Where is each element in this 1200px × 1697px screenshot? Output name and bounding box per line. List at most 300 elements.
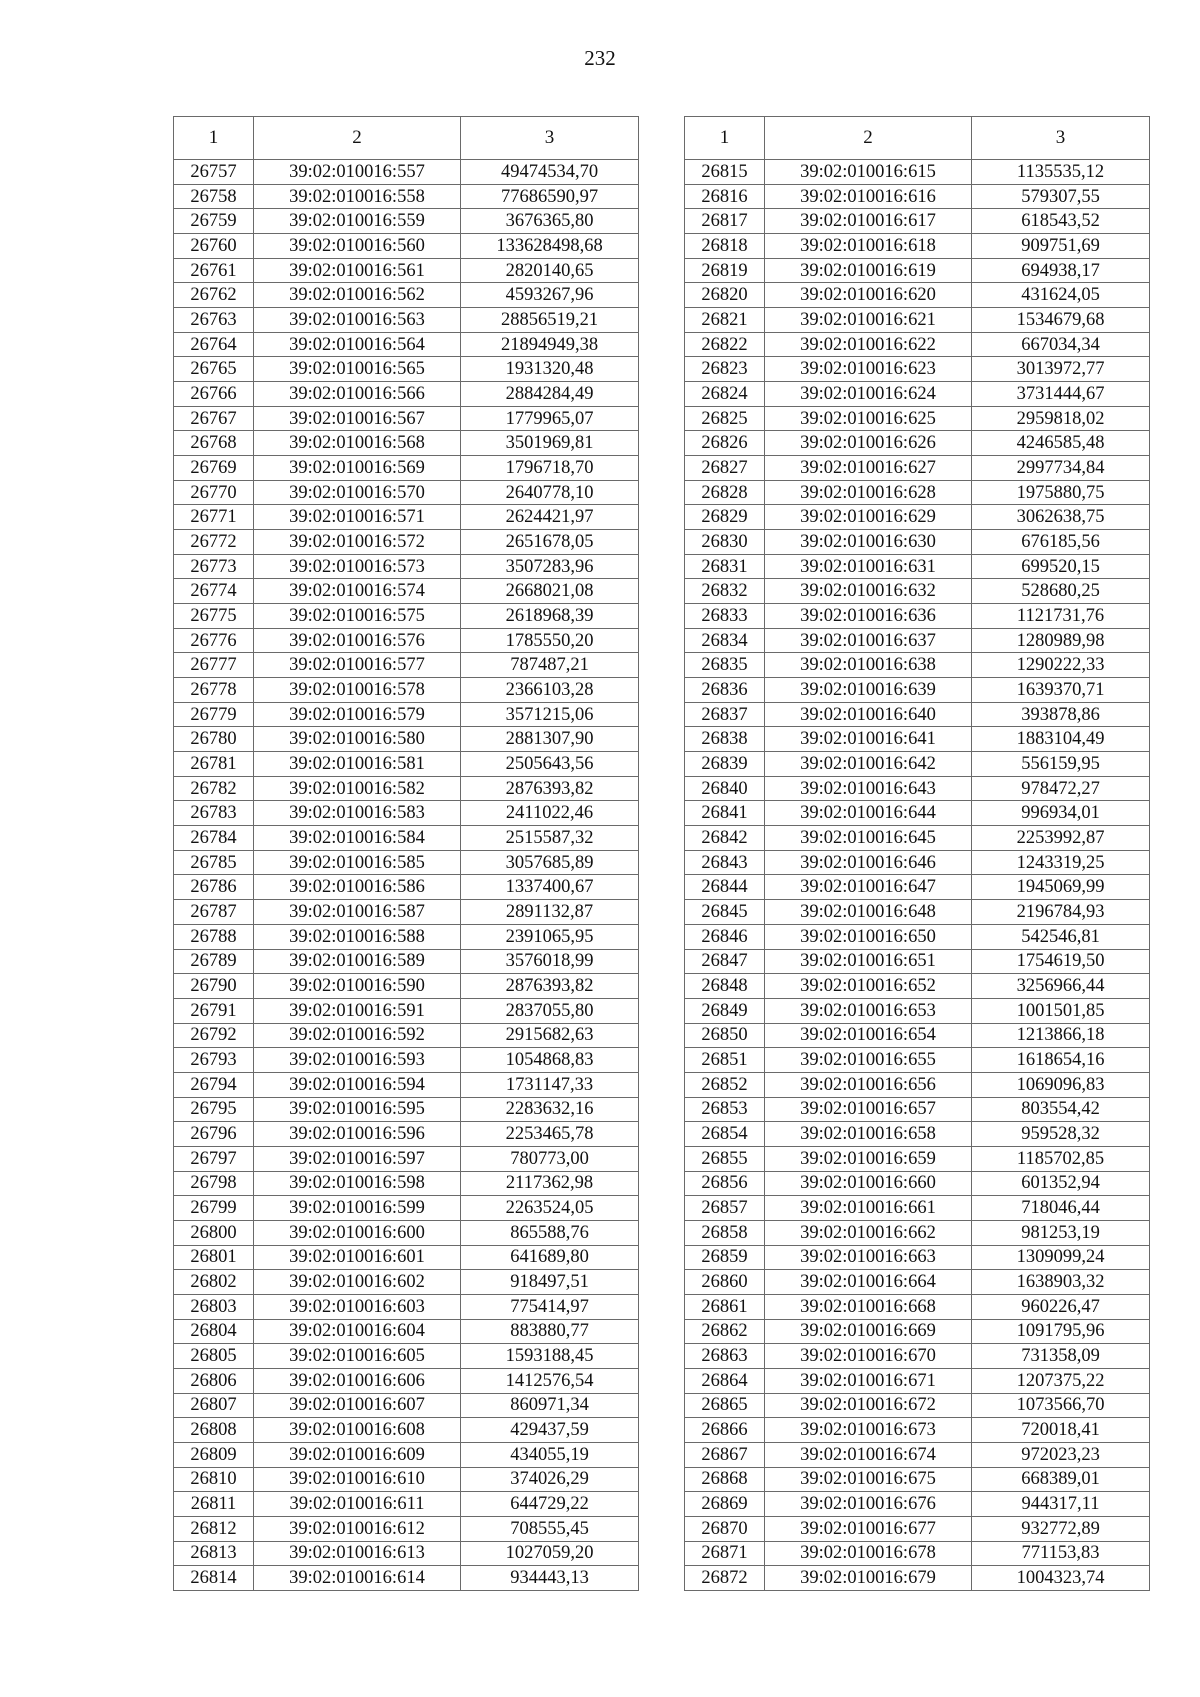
- value-cell: 1290222,33: [972, 653, 1150, 678]
- value-cell: 718046,44: [972, 1196, 1150, 1221]
- cadastral-number-cell: 39:02:010016:571: [254, 505, 461, 530]
- value-cell: 1593188,45: [461, 1344, 639, 1369]
- row-number-cell: 26804: [174, 1319, 254, 1344]
- value-cell: 1534679,68: [972, 308, 1150, 333]
- cadastral-number-cell: 39:02:010016:581: [254, 752, 461, 777]
- value-cell: 2618968,39: [461, 604, 639, 629]
- cadastral-number-cell: 39:02:010016:646: [765, 850, 972, 875]
- table-row: [685, 1467, 1150, 1492]
- table-row: [174, 604, 639, 629]
- value-cell: 2876393,82: [461, 974, 639, 999]
- table-row: [685, 1541, 1150, 1566]
- table-row: [685, 1393, 1150, 1418]
- cadastral-number-cell: 39:02:010016:671: [765, 1368, 972, 1393]
- cadastral-number-cell: 39:02:010016:659: [765, 1146, 972, 1171]
- table-row: [685, 850, 1150, 875]
- cadastral-number-cell: 39:02:010016:606: [254, 1368, 461, 1393]
- value-cell: 3256966,44: [972, 974, 1150, 999]
- row-number-cell: 26818: [685, 234, 765, 259]
- cadastral-number-cell: 39:02:010016:577: [254, 653, 461, 678]
- value-cell: 3571215,06: [461, 702, 639, 727]
- row-number-cell: 26757: [174, 160, 254, 185]
- table-row: [174, 1344, 639, 1369]
- table-header-row: [174, 117, 639, 160]
- table-row: [174, 924, 639, 949]
- cadastral-number-cell: 39:02:010016:579: [254, 702, 461, 727]
- row-number-cell: 26793: [174, 1048, 254, 1073]
- cadastral-number-cell: 39:02:010016:596: [254, 1122, 461, 1147]
- data-table-right: [684, 116, 1150, 1591]
- table-row: [685, 1048, 1150, 1073]
- value-cell: 2959818,02: [972, 406, 1150, 431]
- cadastral-number-cell: 39:02:010016:576: [254, 628, 461, 653]
- cadastral-number-cell: 39:02:010016:636: [765, 604, 972, 629]
- cadastral-number-cell: 39:02:010016:597: [254, 1146, 461, 1171]
- row-number-cell: 26795: [174, 1097, 254, 1122]
- cadastral-number-cell: 39:02:010016:619: [765, 258, 972, 283]
- value-cell: 1638903,32: [972, 1270, 1150, 1295]
- cadastral-number-cell: 39:02:010016:592: [254, 1023, 461, 1048]
- cadastral-number-cell: 39:02:010016:624: [765, 382, 972, 407]
- table-row: [685, 480, 1150, 505]
- value-cell: 1931320,48: [461, 357, 639, 382]
- cadastral-number-cell: 39:02:010016:625: [765, 406, 972, 431]
- cadastral-number-cell: 39:02:010016:627: [765, 456, 972, 481]
- table-row: [685, 1294, 1150, 1319]
- value-cell: 2253992,87: [972, 826, 1150, 851]
- table-row: [174, 826, 639, 851]
- row-number-cell: 26768: [174, 431, 254, 456]
- row-number-cell: 26865: [685, 1393, 765, 1418]
- row-number-cell: 26762: [174, 283, 254, 308]
- cadastral-number-cell: 39:02:010016:653: [765, 998, 972, 1023]
- row-number-cell: 26767: [174, 406, 254, 431]
- table-row: [174, 850, 639, 875]
- value-cell: 918497,51: [461, 1270, 639, 1295]
- cadastral-number-cell: 39:02:010016:672: [765, 1393, 972, 1418]
- value-cell: 1185702,85: [972, 1146, 1150, 1171]
- value-cell: 1883104,49: [972, 727, 1150, 752]
- value-cell: 708555,45: [461, 1516, 639, 1541]
- value-cell: 28856519,21: [461, 308, 639, 333]
- value-cell: 996934,01: [972, 801, 1150, 826]
- table-row: [685, 1196, 1150, 1221]
- cadastral-number-cell: 39:02:010016:604: [254, 1319, 461, 1344]
- cadastral-number-cell: 39:02:010016:641: [765, 727, 972, 752]
- value-cell: 3057685,89: [461, 850, 639, 875]
- cadastral-number-cell: 39:02:010016:622: [765, 332, 972, 357]
- row-number-cell: 26832: [685, 579, 765, 604]
- table-row: [685, 431, 1150, 456]
- row-number-cell: 26867: [685, 1442, 765, 1467]
- value-cell: 2876393,82: [461, 776, 639, 801]
- column-header-2: 2: [765, 117, 972, 160]
- row-number-cell: 26844: [685, 875, 765, 900]
- row-number-cell: 26863: [685, 1344, 765, 1369]
- value-cell: 1027059,20: [461, 1541, 639, 1566]
- row-number-cell: 26834: [685, 628, 765, 653]
- table-row: [685, 776, 1150, 801]
- cadastral-number-cell: 39:02:010016:608: [254, 1418, 461, 1443]
- cadastral-number-cell: 39:02:010016:561: [254, 258, 461, 283]
- cadastral-number-cell: 39:02:010016:642: [765, 752, 972, 777]
- row-number-cell: 26826: [685, 431, 765, 456]
- row-number-cell: 26784: [174, 826, 254, 851]
- row-number-cell: 26769: [174, 456, 254, 481]
- value-cell: 909751,69: [972, 234, 1150, 259]
- value-cell: 860971,34: [461, 1393, 639, 1418]
- row-number-cell: 26817: [685, 209, 765, 234]
- table-row: [685, 579, 1150, 604]
- table-row: [685, 801, 1150, 826]
- table-row: [174, 160, 639, 185]
- table-row: [685, 1319, 1150, 1344]
- row-number-cell: 26790: [174, 974, 254, 999]
- value-cell: 1135535,12: [972, 160, 1150, 185]
- table-row: [174, 357, 639, 382]
- value-cell: 556159,95: [972, 752, 1150, 777]
- table-row: [174, 1220, 639, 1245]
- cadastral-number-cell: 39:02:010016:588: [254, 924, 461, 949]
- table-row: [685, 1171, 1150, 1196]
- row-number-cell: 26779: [174, 702, 254, 727]
- row-number-cell: 26866: [685, 1418, 765, 1443]
- table-row: [174, 900, 639, 925]
- row-number-cell: 26765: [174, 357, 254, 382]
- row-number-cell: 26854: [685, 1122, 765, 1147]
- value-cell: 1731147,33: [461, 1072, 639, 1097]
- row-number-cell: 26851: [685, 1048, 765, 1073]
- table-row: [174, 1146, 639, 1171]
- cadastral-number-cell: 39:02:010016:664: [765, 1270, 972, 1295]
- value-cell: 771153,83: [972, 1541, 1150, 1566]
- cadastral-number-cell: 39:02:010016:656: [765, 1072, 972, 1097]
- value-cell: 1213866,18: [972, 1023, 1150, 1048]
- row-number-cell: 26803: [174, 1294, 254, 1319]
- table-row: [174, 283, 639, 308]
- row-number-cell: 26783: [174, 801, 254, 826]
- table-row: [174, 678, 639, 703]
- value-cell: 978472,27: [972, 776, 1150, 801]
- page-number: 232: [584, 46, 616, 70]
- cadastral-number-cell: 39:02:010016:607: [254, 1393, 461, 1418]
- row-number-cell: 26852: [685, 1072, 765, 1097]
- row-number-cell: 26805: [174, 1344, 254, 1369]
- table-row: [685, 456, 1150, 481]
- table-row: [685, 702, 1150, 727]
- table-row: [174, 1245, 639, 1270]
- row-number-cell: 26824: [685, 382, 765, 407]
- table-row: [685, 1418, 1150, 1443]
- cadastral-number-cell: 39:02:010016:652: [765, 974, 972, 999]
- row-number-cell: 26799: [174, 1196, 254, 1221]
- table-row: [174, 974, 639, 999]
- cadastral-number-cell: 39:02:010016:569: [254, 456, 461, 481]
- row-number-cell: 26819: [685, 258, 765, 283]
- table-row: [685, 234, 1150, 259]
- row-number-cell: 26782: [174, 776, 254, 801]
- cadastral-number-cell: 39:02:010016:572: [254, 530, 461, 555]
- table-row: [174, 579, 639, 604]
- table-row: [685, 505, 1150, 530]
- cadastral-number-cell: 39:02:010016:578: [254, 678, 461, 703]
- table-row: [174, 1442, 639, 1467]
- value-cell: 2411022,46: [461, 801, 639, 826]
- row-number-cell: 26763: [174, 308, 254, 333]
- table-row: [685, 554, 1150, 579]
- table-row: [685, 1516, 1150, 1541]
- row-number-cell: 26771: [174, 505, 254, 530]
- table-row: [174, 1393, 639, 1418]
- row-number-cell: 26788: [174, 924, 254, 949]
- table-row: [685, 727, 1150, 752]
- value-cell: 133628498,68: [461, 234, 639, 259]
- table-row: [685, 628, 1150, 653]
- value-cell: 1069096,83: [972, 1072, 1150, 1097]
- row-number-cell: 26861: [685, 1294, 765, 1319]
- cadastral-number-cell: 39:02:010016:557: [254, 160, 461, 185]
- value-cell: 959528,32: [972, 1122, 1150, 1147]
- row-number-cell: 26845: [685, 900, 765, 925]
- value-cell: 2837055,80: [461, 998, 639, 1023]
- cadastral-number-cell: 39:02:010016:564: [254, 332, 461, 357]
- row-number-cell: 26856: [685, 1171, 765, 1196]
- table-row: [685, 1146, 1150, 1171]
- row-number-cell: 26810: [174, 1467, 254, 1492]
- value-cell: 1337400,67: [461, 875, 639, 900]
- row-number-cell: 26815: [685, 160, 765, 185]
- cadastral-number-cell: 39:02:010016:658: [765, 1122, 972, 1147]
- table-row: [685, 332, 1150, 357]
- row-number-cell: 26773: [174, 554, 254, 579]
- table-row: [685, 1566, 1150, 1591]
- table-row: [174, 1171, 639, 1196]
- cadastral-number-cell: 39:02:010016:598: [254, 1171, 461, 1196]
- table-row: [685, 974, 1150, 999]
- cadastral-number-cell: 39:02:010016:566: [254, 382, 461, 407]
- value-cell: 21894949,38: [461, 332, 639, 357]
- table-row: [174, 1023, 639, 1048]
- table-row: [174, 752, 639, 777]
- cadastral-number-cell: 39:02:010016:568: [254, 431, 461, 456]
- table-row: [174, 209, 639, 234]
- row-number-cell: 26759: [174, 209, 254, 234]
- table-row: [685, 653, 1150, 678]
- table-row: [685, 184, 1150, 209]
- row-number-cell: 26836: [685, 678, 765, 703]
- cadastral-number-cell: 39:02:010016:565: [254, 357, 461, 382]
- column-header-2: 2: [254, 117, 461, 160]
- value-cell: 3013972,77: [972, 357, 1150, 382]
- table-row: [174, 1319, 639, 1344]
- row-number-cell: 26789: [174, 949, 254, 974]
- table-row: [174, 505, 639, 530]
- table-row: [174, 1467, 639, 1492]
- table-row: [174, 382, 639, 407]
- cadastral-number-cell: 39:02:010016:675: [765, 1467, 972, 1492]
- cadastral-number-cell: 39:02:010016:639: [765, 678, 972, 703]
- cadastral-number-cell: 39:02:010016:660: [765, 1171, 972, 1196]
- value-cell: 618543,52: [972, 209, 1150, 234]
- table-row: [174, 653, 639, 678]
- cadastral-number-cell: 39:02:010016:647: [765, 875, 972, 900]
- table-row: [685, 530, 1150, 555]
- value-cell: 579307,55: [972, 184, 1150, 209]
- cadastral-number-cell: 39:02:010016:628: [765, 480, 972, 505]
- cadastral-number-cell: 39:02:010016:614: [254, 1566, 461, 1591]
- value-cell: 676185,56: [972, 530, 1150, 555]
- cadastral-number-cell: 39:02:010016:567: [254, 406, 461, 431]
- cadastral-number-cell: 39:02:010016:632: [765, 579, 972, 604]
- table-row: [685, 604, 1150, 629]
- table-row: [174, 1072, 639, 1097]
- row-number-cell: 26837: [685, 702, 765, 727]
- table-row: [174, 875, 639, 900]
- cadastral-number-cell: 39:02:010016:637: [765, 628, 972, 653]
- row-number-cell: 26814: [174, 1566, 254, 1591]
- row-number-cell: 26833: [685, 604, 765, 629]
- table-row: [685, 826, 1150, 851]
- cadastral-number-cell: 39:02:010016:638: [765, 653, 972, 678]
- value-cell: 1121731,76: [972, 604, 1150, 629]
- row-number-cell: 26847: [685, 949, 765, 974]
- value-cell: 1779965,07: [461, 406, 639, 431]
- value-cell: 720018,41: [972, 1418, 1150, 1443]
- table-row: [174, 628, 639, 653]
- value-cell: 1618654,16: [972, 1048, 1150, 1073]
- value-cell: 2881307,90: [461, 727, 639, 752]
- row-number-cell: 26820: [685, 283, 765, 308]
- table-row: [685, 357, 1150, 382]
- value-cell: 803554,42: [972, 1097, 1150, 1122]
- value-cell: 1004323,74: [972, 1566, 1150, 1591]
- cadastral-number-cell: 39:02:010016:679: [765, 1566, 972, 1591]
- row-number-cell: 26791: [174, 998, 254, 1023]
- row-number-cell: 26821: [685, 308, 765, 333]
- row-number-cell: 26829: [685, 505, 765, 530]
- cadastral-number-cell: 39:02:010016:663: [765, 1245, 972, 1270]
- value-cell: 2117362,98: [461, 1171, 639, 1196]
- row-number-cell: 26778: [174, 678, 254, 703]
- value-cell: 1754619,50: [972, 949, 1150, 974]
- table-row: [174, 554, 639, 579]
- table-row: [174, 1492, 639, 1517]
- value-cell: 1309099,24: [972, 1245, 1150, 1270]
- cadastral-number-cell: 39:02:010016:603: [254, 1294, 461, 1319]
- row-number-cell: 26809: [174, 1442, 254, 1467]
- value-cell: 49474534,70: [461, 160, 639, 185]
- value-cell: 3507283,96: [461, 554, 639, 579]
- row-number-cell: 26812: [174, 1516, 254, 1541]
- row-number-cell: 26766: [174, 382, 254, 407]
- row-number-cell: 26848: [685, 974, 765, 999]
- column-header-1: 1: [685, 117, 765, 160]
- row-number-cell: 26872: [685, 1566, 765, 1591]
- table-row: [685, 1344, 1150, 1369]
- cadastral-number-cell: 39:02:010016:654: [765, 1023, 972, 1048]
- cadastral-number-cell: 39:02:010016:613: [254, 1541, 461, 1566]
- value-cell: 865588,76: [461, 1220, 639, 1245]
- row-number-cell: 26853: [685, 1097, 765, 1122]
- table-row: [174, 727, 639, 752]
- cadastral-number-cell: 39:02:010016:574: [254, 579, 461, 604]
- cadastral-number-cell: 39:02:010016:661: [765, 1196, 972, 1221]
- table-row: [174, 998, 639, 1023]
- table-row: [174, 406, 639, 431]
- row-number-cell: 26758: [174, 184, 254, 209]
- cadastral-number-cell: 39:02:010016:600: [254, 1220, 461, 1245]
- value-cell: 2253465,78: [461, 1122, 639, 1147]
- row-number-cell: 26792: [174, 1023, 254, 1048]
- cadastral-number-cell: 39:02:010016:640: [765, 702, 972, 727]
- value-cell: 429437,59: [461, 1418, 639, 1443]
- value-cell: 787487,21: [461, 653, 639, 678]
- value-cell: 932772,89: [972, 1516, 1150, 1541]
- cadastral-number-cell: 39:02:010016:602: [254, 1270, 461, 1295]
- cadastral-number-cell: 39:02:010016:630: [765, 530, 972, 555]
- row-number-cell: 26825: [685, 406, 765, 431]
- cadastral-number-cell: 39:02:010016:670: [765, 1344, 972, 1369]
- value-cell: 641689,80: [461, 1245, 639, 1270]
- row-number-cell: 26801: [174, 1245, 254, 1270]
- row-number-cell: 26802: [174, 1270, 254, 1295]
- value-cell: 1280989,98: [972, 628, 1150, 653]
- row-number-cell: 26780: [174, 727, 254, 752]
- row-number-cell: 26841: [685, 801, 765, 826]
- cadastral-number-cell: 39:02:010016:562: [254, 283, 461, 308]
- row-number-cell: 26807: [174, 1393, 254, 1418]
- cadastral-number-cell: 39:02:010016:560: [254, 234, 461, 259]
- row-number-cell: 26868: [685, 1467, 765, 1492]
- value-cell: 3731444,67: [972, 382, 1150, 407]
- row-number-cell: 26858: [685, 1220, 765, 1245]
- cadastral-number-cell: 39:02:010016:591: [254, 998, 461, 1023]
- row-number-cell: 26830: [685, 530, 765, 555]
- value-cell: 2263524,05: [461, 1196, 639, 1221]
- value-cell: 2366103,28: [461, 678, 639, 703]
- table-header-row: [685, 117, 1150, 160]
- cadastral-number-cell: 39:02:010016:621: [765, 308, 972, 333]
- row-number-cell: 26786: [174, 875, 254, 900]
- row-number-cell: 26775: [174, 604, 254, 629]
- row-number-cell: 26839: [685, 752, 765, 777]
- value-cell: 2196784,93: [972, 900, 1150, 925]
- value-cell: 694938,17: [972, 258, 1150, 283]
- row-number-cell: 26835: [685, 653, 765, 678]
- table-row: [685, 1122, 1150, 1147]
- row-number-cell: 26794: [174, 1072, 254, 1097]
- value-cell: 1945069,99: [972, 875, 1150, 900]
- cadastral-number-cell: 39:02:010016:563: [254, 308, 461, 333]
- value-cell: 3676365,80: [461, 209, 639, 234]
- row-number-cell: 26787: [174, 900, 254, 925]
- value-cell: 944317,11: [972, 1492, 1150, 1517]
- cadastral-number-cell: 39:02:010016:650: [765, 924, 972, 949]
- table-row: [174, 332, 639, 357]
- cadastral-number-cell: 39:02:010016:645: [765, 826, 972, 851]
- cadastral-number-cell: 39:02:010016:668: [765, 1294, 972, 1319]
- table-row: [174, 1270, 639, 1295]
- value-cell: 731358,09: [972, 1344, 1150, 1369]
- cadastral-number-cell: 39:02:010016:594: [254, 1072, 461, 1097]
- value-cell: 2624421,97: [461, 505, 639, 530]
- row-number-cell: 26761: [174, 258, 254, 283]
- cadastral-number-cell: 39:02:010016:678: [765, 1541, 972, 1566]
- table-row: [685, 308, 1150, 333]
- value-cell: 1091795,96: [972, 1319, 1150, 1344]
- table-row: [685, 209, 1150, 234]
- value-cell: 981253,19: [972, 1220, 1150, 1245]
